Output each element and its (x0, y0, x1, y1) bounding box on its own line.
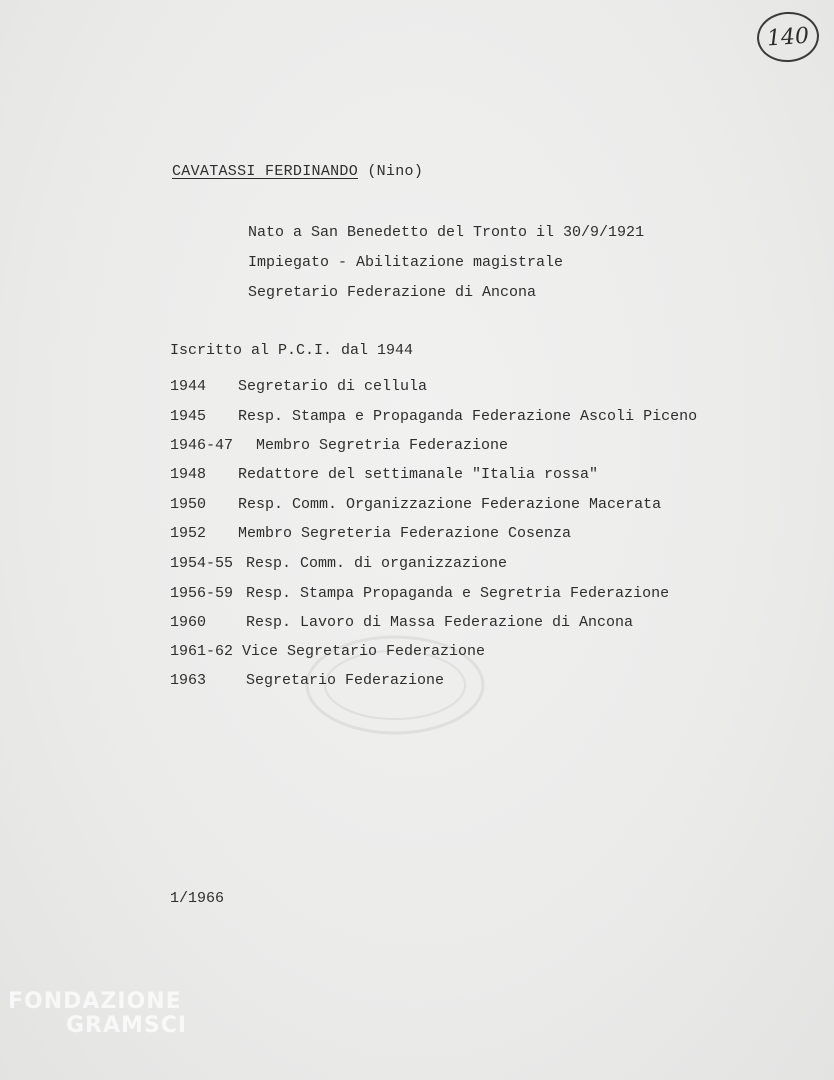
career-year: 1952 (170, 525, 207, 542)
career-role: Redattore del settimanale "Italia rossa" (238, 466, 599, 483)
career-role: Resp. Comm. di organizzazione (246, 555, 508, 572)
person-heading (172, 163, 423, 180)
bio-position: Segretario Federazione di Ancona (248, 284, 537, 301)
bio-occupation: Impiegato - Abilitazione magistrale (248, 254, 564, 271)
career-year: 1961-62 (170, 643, 234, 660)
career-role: Resp. Comm. Organizzazione Federazione Macerata (238, 496, 662, 513)
bio-birth: Nato a San Benedetto del Tronto il 30/9/1921 (248, 224, 645, 241)
career-year: 1960 (170, 614, 207, 631)
career-role: Resp. Stampa e Propaganda Federazione Ascoli Piceno (238, 408, 698, 425)
watermark-line-1: FONDAZIONE (8, 989, 182, 1014)
career-role: Membro Segreteria Federazione Cosenza (238, 525, 572, 542)
career-year: 1963 (170, 672, 207, 689)
career-role: Vice Segretario Federazione (242, 643, 486, 660)
faded-stamp (300, 630, 490, 740)
person-nickname: (Nino) (367, 163, 424, 180)
watermark-line-2: GRAMSCI (66, 1013, 188, 1038)
page-number-stamp (755, 10, 820, 64)
career-year: 1946-47 (170, 437, 234, 454)
career-role: Resp. Lavoro di Massa Federazione di Ancona (246, 614, 634, 631)
career-role: Segretario di cellula (238, 378, 428, 395)
page-number: 140 (766, 23, 810, 51)
career-year: 1945 (170, 408, 207, 425)
document-date: 1/1966 (170, 890, 225, 907)
party-membership: Iscritto al P.C.I. dal 1944 (170, 342, 414, 359)
career-year: 1944 (170, 378, 207, 395)
career-role: Membro Segretria Federazione (256, 437, 509, 454)
career-role: Segretario Federazione (246, 672, 445, 689)
career-year: 1950 (170, 496, 207, 513)
archive-watermark (8, 990, 187, 1038)
career-year: 1954-55 (170, 555, 234, 572)
career-role: Resp. Stampa Propaganda e Segretria Federazione (246, 585, 670, 602)
career-year: 1948 (170, 466, 207, 483)
person-name: CAVATASSI FERDINANDO (172, 163, 359, 180)
career-year: 1956-59 (170, 585, 234, 602)
